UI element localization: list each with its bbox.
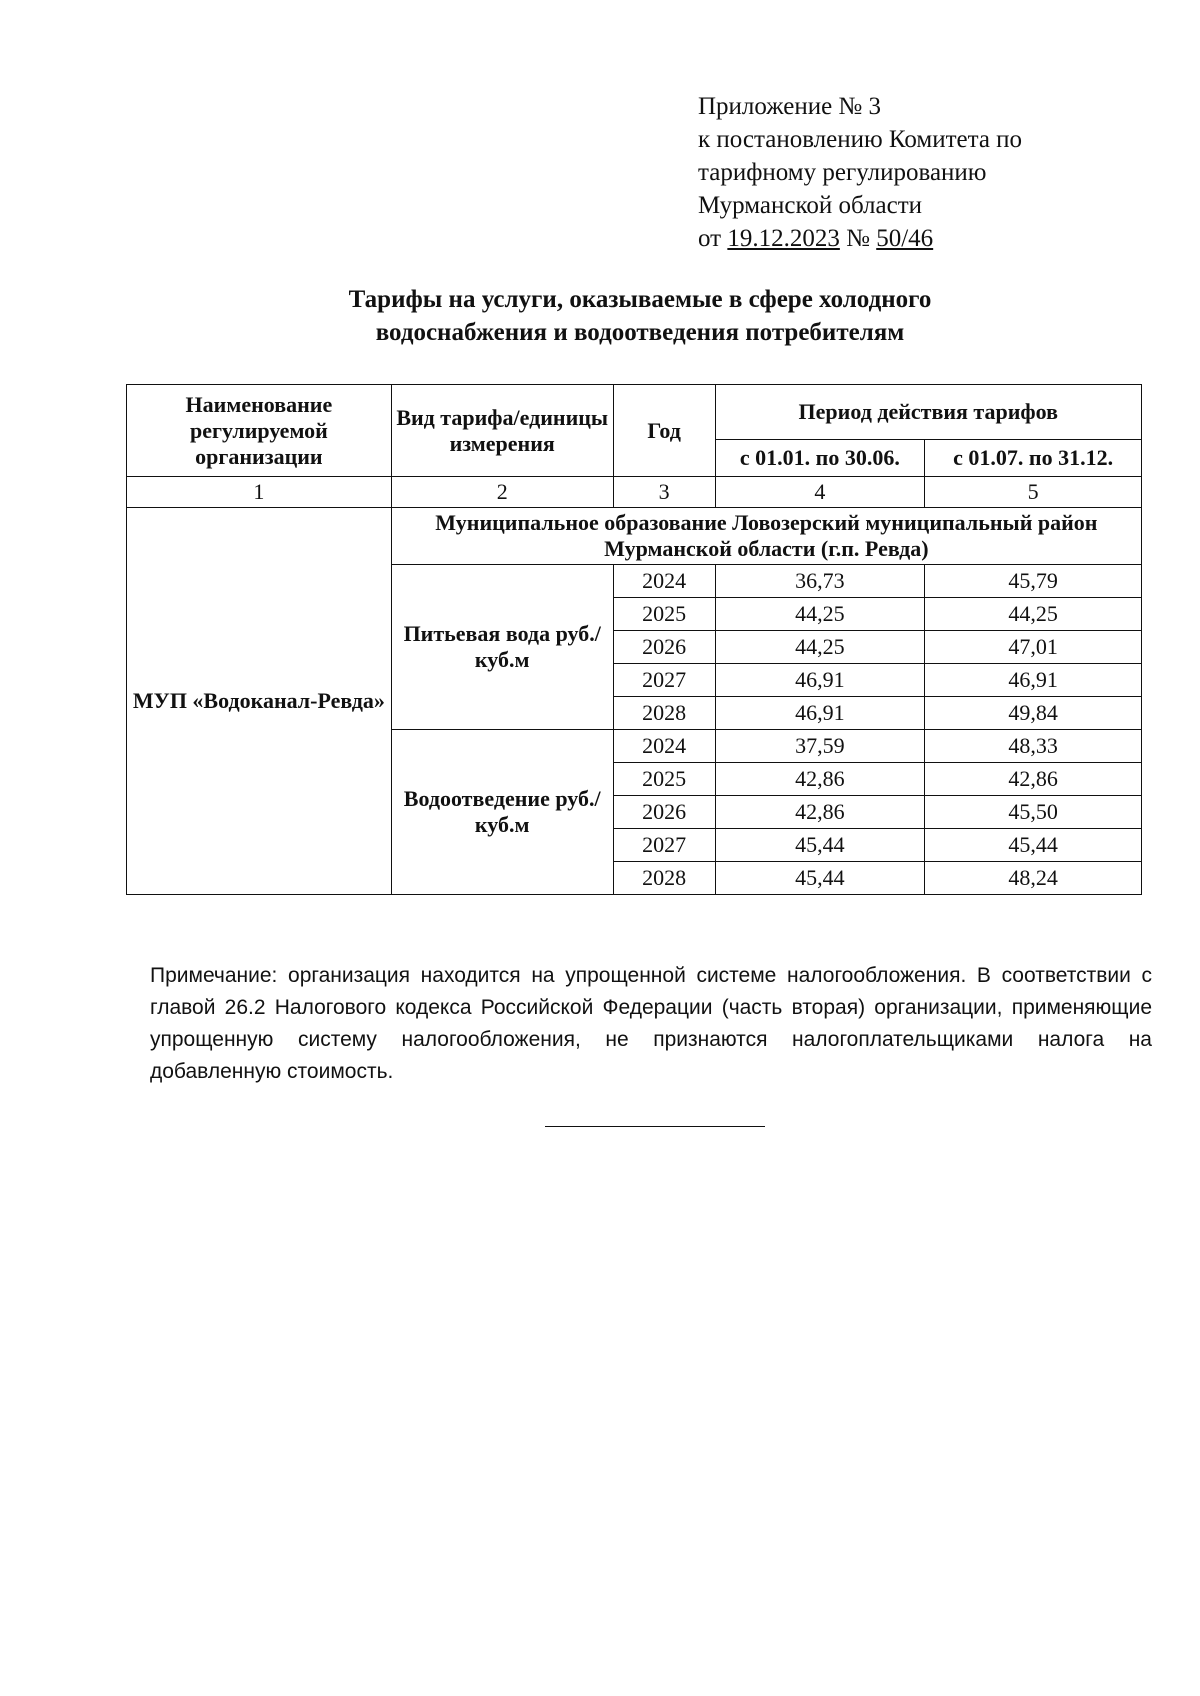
year-cell: 2028	[613, 697, 715, 730]
appendix-line: Приложение № 3	[698, 93, 882, 120]
year-cell: 2025	[613, 598, 715, 631]
tariff-first-half-cell: 45,44	[715, 829, 925, 862]
column-number: 2	[391, 477, 613, 508]
tariff-first-half-cell: 42,86	[715, 763, 925, 796]
date-prefix: от	[698, 225, 722, 252]
tariff-second-half-cell: 49,84	[925, 697, 1142, 730]
organization-cell: МУП «Водоканал-Ревда»	[127, 508, 392, 895]
appendix-line: к постановлению Комитета по	[698, 126, 1023, 153]
note-paragraph: Примечание: организация находится на упрощенной системе налогообложения. В соответствии с главой 26.2 Налогового кодекса Российской Федерации (часть вторая) организации, применяющие упрощенную систему налогообложения, не признаются налогоплательщиками налога на добавленную стоимость.	[150, 964, 1152, 1083]
tariff-first-half-cell: 37,59	[715, 730, 925, 763]
column-number: 5	[925, 477, 1142, 508]
year-cell: 2024	[613, 565, 715, 598]
header-tariff-type: Вид тарифа/единицы измерения	[391, 385, 613, 477]
column-number-row	[127, 477, 1142, 508]
header-year: Год	[613, 385, 715, 477]
tariff-type-cell: Водоотведение руб./куб.м	[391, 730, 613, 895]
tariff-first-half-cell: 46,91	[715, 664, 925, 697]
year-cell: 2027	[613, 664, 715, 697]
tariff-first-half-cell: 45,44	[715, 862, 925, 895]
tariff-second-half-cell: 48,33	[925, 730, 1142, 763]
document-title	[180, 283, 1100, 349]
header-period: Период действия тарифов	[715, 385, 1141, 440]
year-cell: 2025	[613, 763, 715, 796]
appendix-block	[698, 90, 1022, 255]
tariff-first-half-cell: 36,73	[715, 565, 925, 598]
municipality-cell: Муниципальное образование Ловозерский муниципальный район Мурманской области (г.п. Ревда)	[391, 508, 1141, 565]
tariff-second-half-cell: 45,44	[925, 829, 1142, 862]
tariff-second-half-cell: 47,01	[925, 631, 1142, 664]
year-cell: 2026	[613, 796, 715, 829]
tariff-type-cell: Питьевая вода руб./куб.м	[391, 565, 613, 730]
column-number: 3	[613, 477, 715, 508]
decree-number: 50/46	[876, 225, 934, 252]
closing-rule	[545, 1126, 765, 1127]
tariffs-table	[126, 384, 1142, 895]
year-cell: 2028	[613, 862, 715, 895]
year-cell: 2027	[613, 829, 715, 862]
appendix-line: Мурманской области	[698, 192, 923, 219]
title-line: водоснабжения и водоотведения потребителям	[375, 319, 905, 346]
title-line: Тарифы на услуги, оказываемые в сфере холодного	[348, 286, 932, 313]
header-organization: Наименование регулируемой организации	[127, 385, 392, 477]
header-period-second-half: с 01.07. по 31.12.	[925, 440, 1142, 477]
header-period-first-half: с 01.01. по 30.06.	[715, 440, 925, 477]
tariff-second-half-cell: 44,25	[925, 598, 1142, 631]
tariff-first-half-cell: 44,25	[715, 631, 925, 664]
tariff-second-half-cell: 48,24	[925, 862, 1142, 895]
column-number: 4	[715, 477, 925, 508]
municipality-row	[127, 508, 1142, 565]
year-cell: 2026	[613, 631, 715, 664]
tariff-second-half-cell: 45,79	[925, 565, 1142, 598]
appendix-date-line	[698, 222, 1022, 255]
year-cell: 2024	[613, 730, 715, 763]
tariff-second-half-cell: 46,91	[925, 664, 1142, 697]
tariff-first-half-cell: 42,86	[715, 796, 925, 829]
header-row	[127, 385, 1142, 440]
appendix-line: тарифному регулированию	[698, 159, 987, 186]
tariff-first-half-cell: 44,25	[715, 598, 925, 631]
number-prefix: №	[846, 225, 870, 252]
tariff-second-half-cell: 45,50	[925, 796, 1142, 829]
tariff-first-half-cell: 46,91	[715, 697, 925, 730]
column-number: 1	[127, 477, 392, 508]
decree-date: 19.12.2023	[727, 225, 840, 252]
tariff-second-half-cell: 42,86	[925, 763, 1142, 796]
